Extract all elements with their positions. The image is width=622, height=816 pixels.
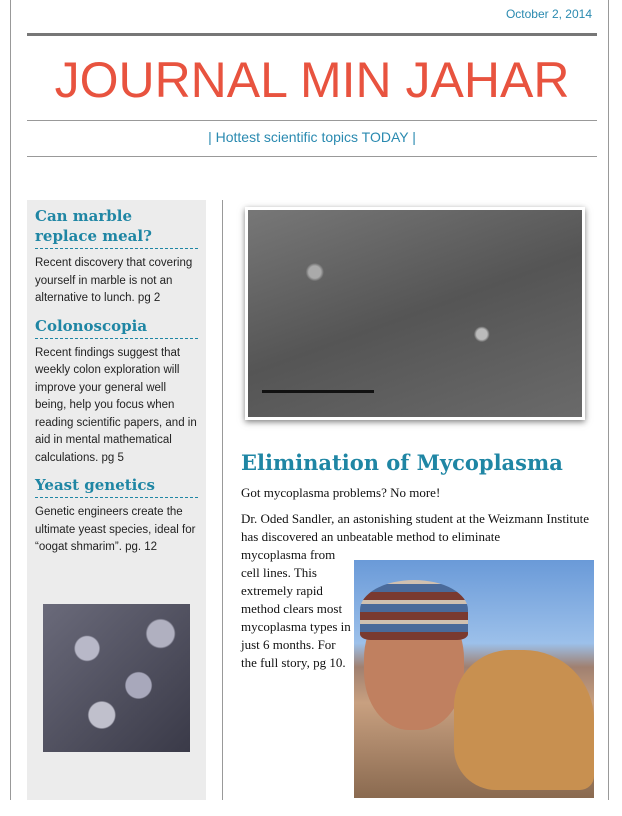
sidebar-heading: Colonoscopia (35, 316, 198, 339)
author-photo (354, 560, 594, 798)
micrograph-image (245, 207, 585, 420)
issue-date: October 2, 2014 (505, 7, 592, 21)
sidebar-heading: Can marble replace meal? (35, 206, 198, 249)
sidebar-heading: Yeast genetics (35, 475, 198, 498)
article-headline: Elimination of Mycoplasma (241, 450, 563, 475)
article-body: Dr. Oded Sandler, an astonishing student at the Weizmann Institute has discovered an unbeatable method to eliminate (241, 511, 590, 544)
sidebar-text: Recent discovery that covering yourself in marble is not an alternative to lunch. pg 2 (35, 257, 193, 304)
masthead-title: JOURNAL MIN JAHAR (54, 52, 570, 108)
divider (27, 120, 597, 121)
page-left-border (10, 0, 11, 800)
page-right-border (608, 0, 609, 800)
sidebar-text: Genetic engineers create the ultimate yeast species, ideal for “oogat shmarim”. pg. 12 (35, 506, 196, 553)
sidebar-text: Recent findings suggest that weekly colon exploration will improve your general well being, help you focus when reading scientific papers, and in aid in mental mathematical calculations. pg 5 (35, 346, 197, 464)
tagline: | Hottest scientific topics TODAY | (208, 129, 416, 145)
article-subhead: Got mycoplasma problems? No more! (241, 485, 441, 500)
divider (27, 156, 597, 157)
column-divider (222, 200, 223, 800)
article-body-wrap: mycoplasma from cell lines. This extremely rapid method clears most mycoplasma types in just 6 months. For the full story, pg 10. (241, 547, 351, 670)
top-rule (27, 33, 597, 36)
llama (454, 650, 594, 790)
scale-bar (262, 390, 374, 393)
yeast-image (43, 604, 190, 752)
knit-hat (360, 580, 468, 640)
